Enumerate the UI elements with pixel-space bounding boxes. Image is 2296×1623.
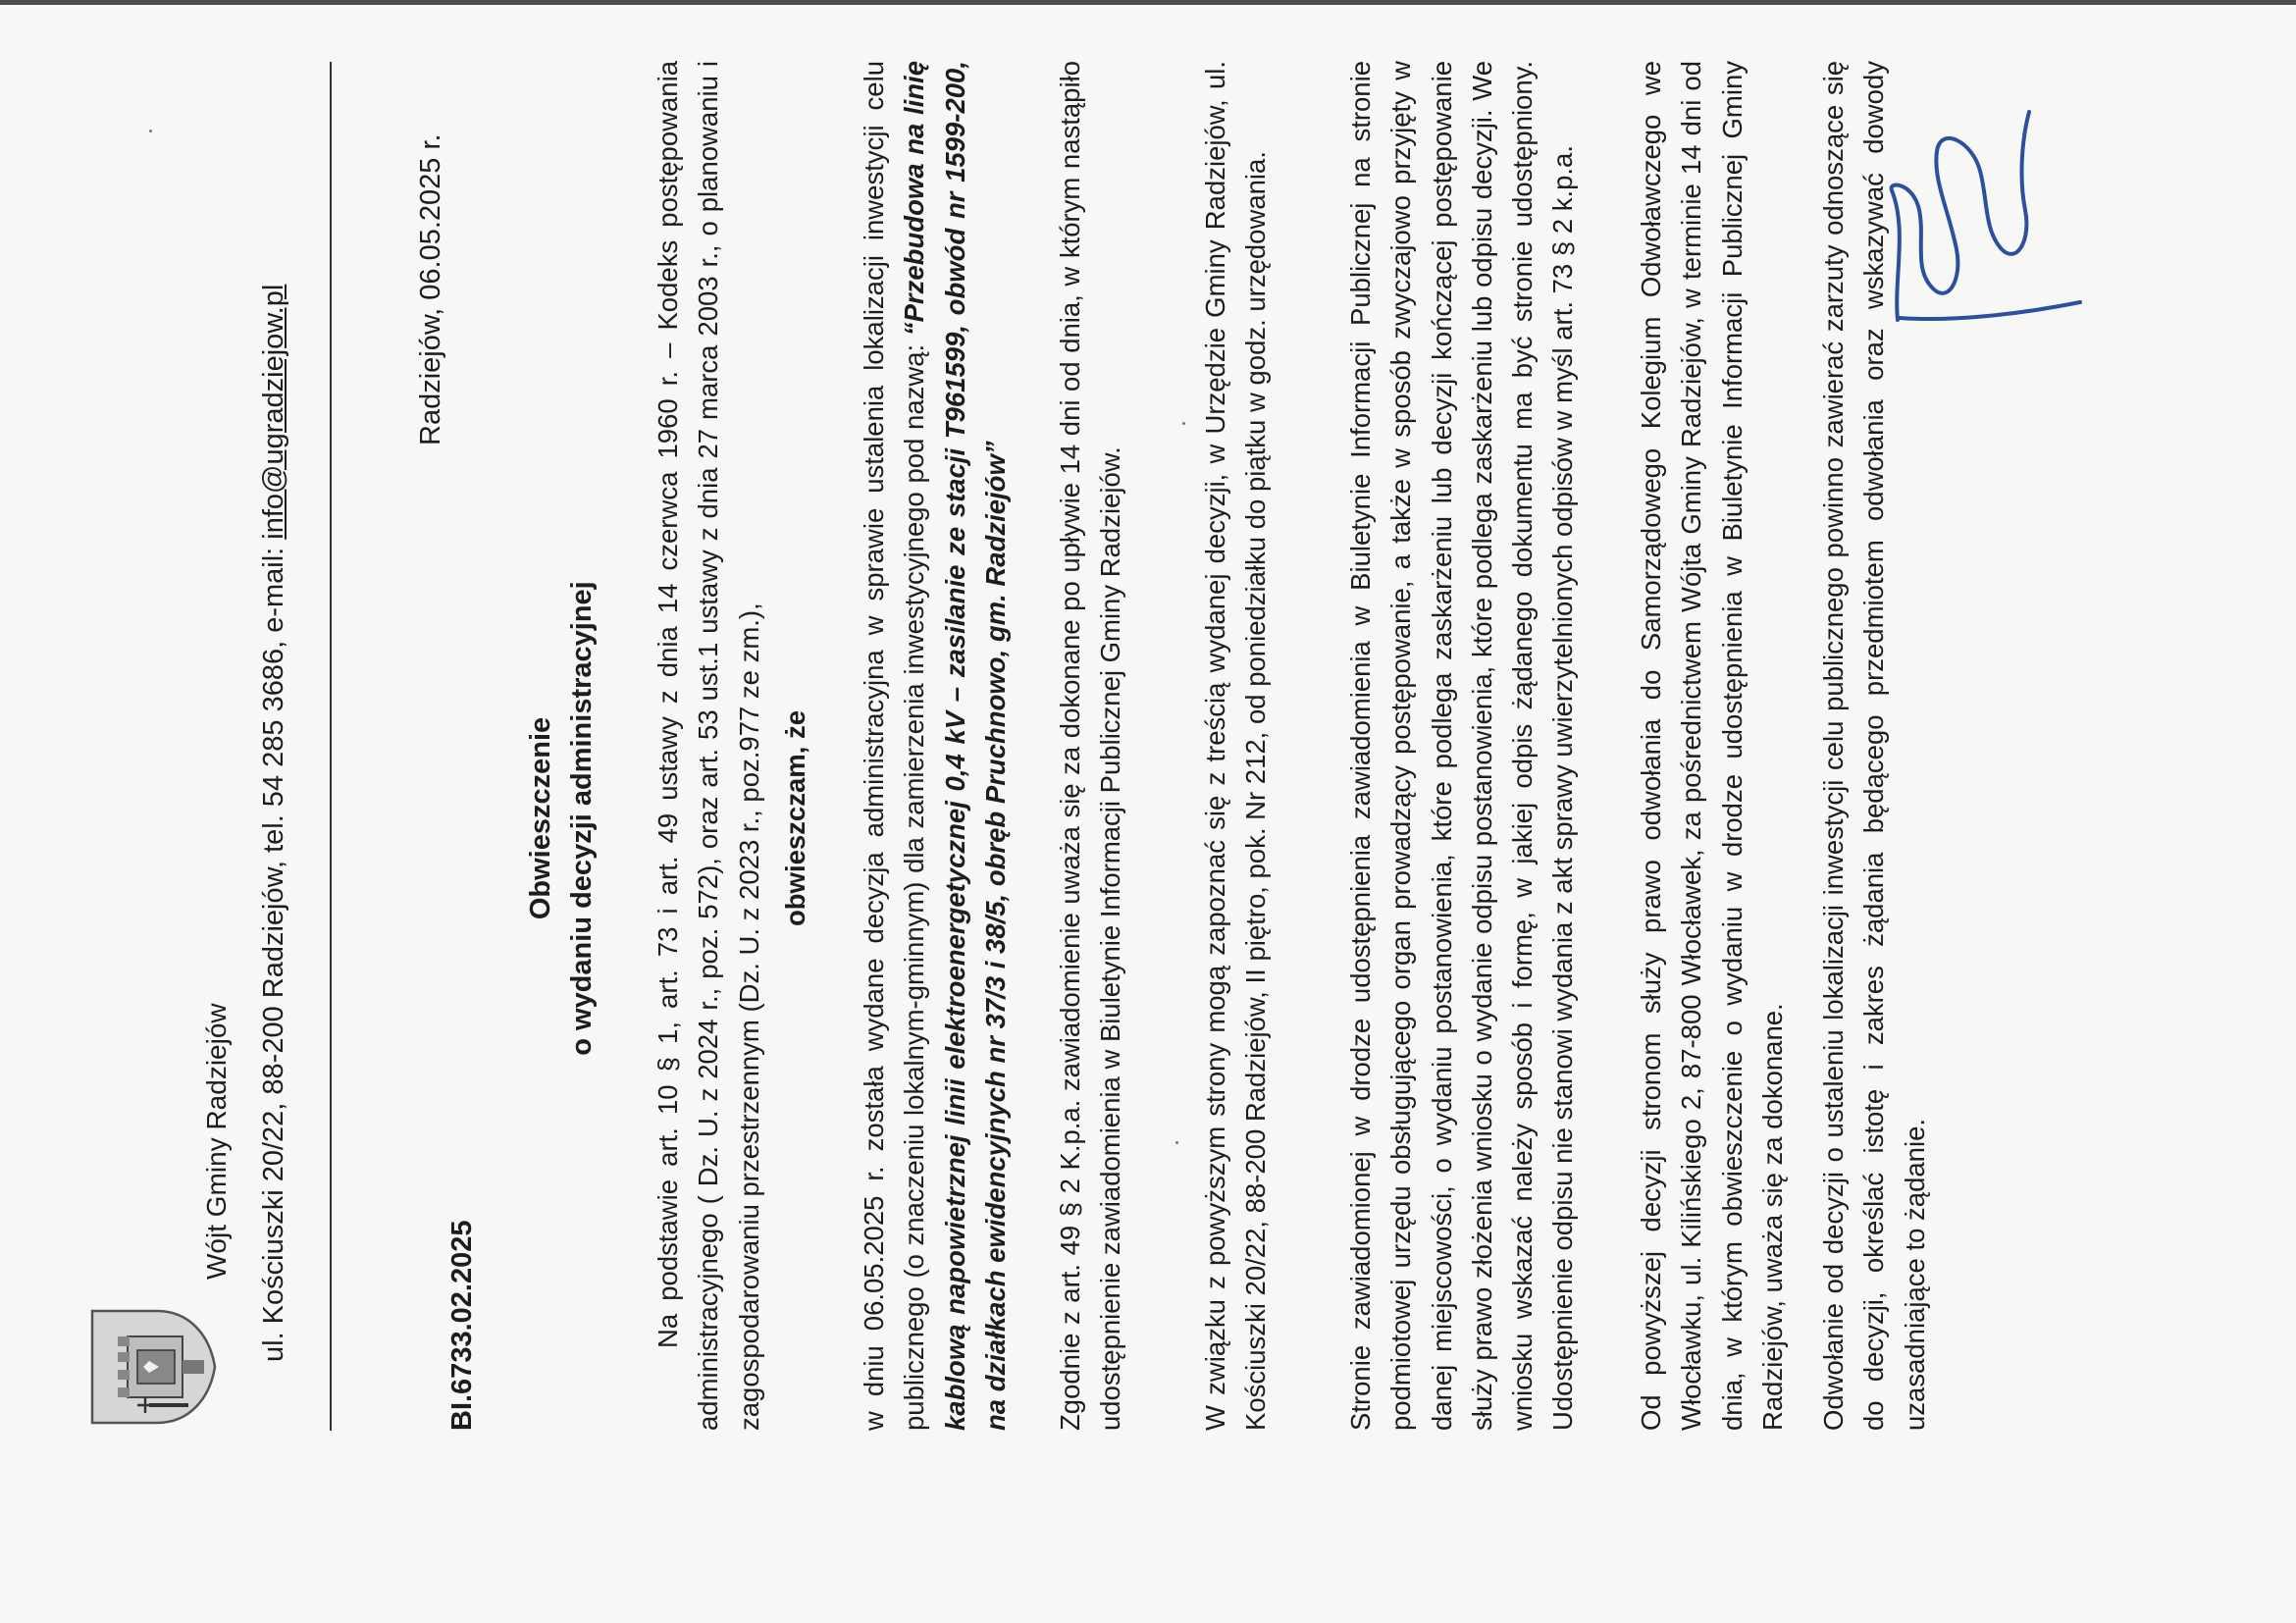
- intro-paragraph: Na podstawie art. 10 § 1, art. 73 i art. 49 ustawy z dnia 14 czerwca 1960 r. – Kodeks postępowania administracyjnego ( Dz. U. z 2024 r., poz. 572), oraz art. 53 ust.1 ustawy z dnia 27 marca 2003 r., o planowaniu i zagospodarowaniu przestrzennym (Dz. U. z 2023 r., poz.977 ze zm.),: [652, 61, 764, 1431]
- radziejow-coat-of-arms-icon: [88, 1307, 218, 1427]
- authority-name: Wójt Gminy Radziejów: [201, 1003, 232, 1280]
- copy-request-paragraph: Stronie zawiadomionej w drodze udostępnienia zawiadomienia w Biuletynie Informacji Publicznej na stronie podmiotowej urzędu obsługującego organ prowadzący postępowanie, a także w sposób zwyczajowo przyjęty w danej miejscowości, o wydaniu postanowienia, które podlega zaskarżeniu lub decyzji kończącej postępowanie służy prawo złożenia wniosku o wydanie odpisu postanowienia, które podlega zaskarżeniu lub odpisu decyzji. We wniosku wskazać należy sposób i formę, w jakiej odpis żądanego dokumentu ma być stronie udostępniony. Udostępnienie odpisu nie stanowi wydania z akt sprawy uwierzytelnionych odpisów w myśl art. 73 § 2 k.p.a.: [1345, 61, 1579, 1431]
- decision-text: w dniu 06.05.2025 r. została wydane decyzja administracyjna w sprawie ustalenia lokalizacji inwestycji celu publicznego (o znaczeniu lokalnym-gminnym) dla zamierzenia inwestycyjnego pod nazwą:: [859, 61, 930, 1431]
- document-date: Radziejów, 06.05.2025 r.: [415, 133, 446, 445]
- appeal-paragraph: Od powyższej decyzji stronom służy prawo odwołania do Samorządowego Kolegium Odwoławczego we Włocławku, ul. Kilińskiego 2, 87-800 Włocławek, za pośrednictwem Wójta Gminy Radziejów, w terminie 14 dni od dnia, w którym obwieszczenie o wydaniu w drodze udostępnienia w Biuletynie Informacji Publicznej Gminy Radziejów, uważa się za dokonane.: [1636, 61, 1788, 1431]
- decision-paragraph: [854, 61, 1016, 1431]
- notice-paragraph: Zgodnie z art. 49 § 2 K.p.a. zawiadomienie uważa się za dokonane po upływie 14 dni od dnia, w którym nastąpiło udostępnienie zawiadomienia w Biuletynie Informacji Publicznej Gminy Radziejów.: [1055, 61, 1126, 1431]
- announce-line: obwieszczam, że: [780, 709, 810, 927]
- header-divider: [330, 62, 332, 1431]
- title-line-2: o wydaniu decyzji administracyjnej: [566, 581, 599, 1056]
- handwritten-signature-icon: [1874, 73, 2090, 347]
- document-title: [520, 210, 602, 1427]
- appeal-content-paragraph: Odwołanie od decyzji o ustaleniu lokalizacji inwestycji celu publicznego powinno zawierać zarzuty odnoszące się do decyzji, określać istotę i zakres żądania będącego przedmiotem odwołania oraz wskazywać dowody uzasadniające to żądanie.: [1818, 61, 1930, 1431]
- title-line-1: Obwieszczenie: [525, 716, 556, 920]
- project-name: “Przebudowa na linię kablową napowietrznej linii elektroenergetycznej 0,4 kV – zasilanie ze stacji T961599, obwód nr 1599-200, na działkach ewidencyjnych nr 37/3 i 38/5, obręb Pruchnowo, gm. Radziejów”: [899, 61, 1011, 1431]
- authority-address: [253, 285, 296, 1362]
- reference-number: BI.6733.02.2025: [446, 1220, 478, 1431]
- address-text: ul. Kościuszki 20/22, 88-200 Radziejów, tel. 54 285 3686, e-mail:: [258, 539, 289, 1362]
- email-link[interactable]: info@ugradziejow.pl: [258, 284, 289, 540]
- access-paragraph: W związku z powyższym strony mogą zapoznać się z treścią wydanej decyzji, w Urzędzie Gminy Radziejów, ul. Kościuszki 20/22, 88-200 Radziejów, II piętro, pok. Nr 212, od poniedziałku do piątku w godz. urzędowania.: [1200, 61, 1272, 1431]
